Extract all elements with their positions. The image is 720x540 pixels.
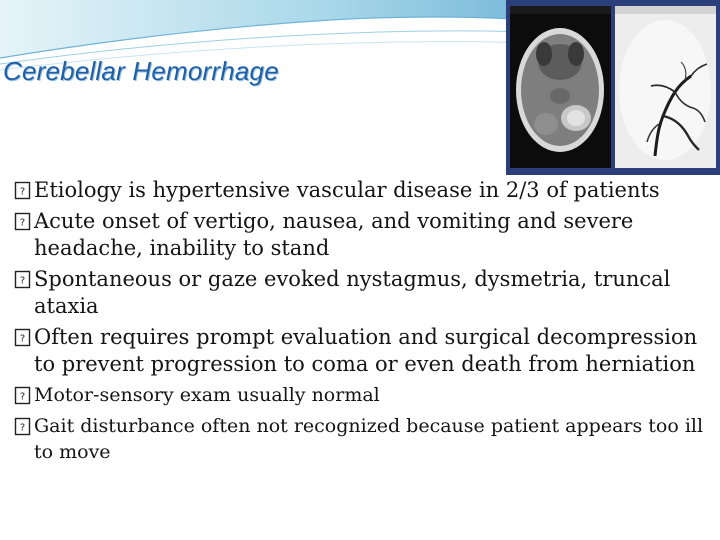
bullet-text: Often requires prompt evaluation and surgical decompression to prevent progression to coma or even death from herniation (34, 325, 698, 376)
missing-glyph-box-icon (14, 270, 31, 289)
bullet-item (14, 177, 704, 204)
bullet-item (14, 413, 704, 465)
bullet-item (14, 208, 704, 262)
svg-text:?: ? (19, 275, 26, 287)
bullet-item (14, 324, 704, 378)
missing-glyph-box-icon (14, 328, 31, 347)
svg-text:?: ? (19, 333, 26, 345)
slide-title: Cerebellar Hemorrhage (3, 56, 279, 86)
bullet-text: Motor-sensory exam usually normal (34, 384, 380, 406)
svg-text:?: ? (19, 217, 26, 229)
missing-glyph-box-icon (14, 386, 31, 405)
ct-scan-image (510, 6, 611, 168)
bullet-text: Etiology is hypertensive vascular disease in 2/3 of patients (34, 178, 660, 202)
svg-text:?: ? (19, 391, 26, 403)
bullet-text: Acute onset of vertigo, nausea, and vomiting and severe headache, inability to stand (34, 209, 634, 260)
bullet-item (14, 266, 704, 320)
medical-images-panel (506, 0, 720, 175)
bullet-item (14, 382, 704, 408)
bullet-text: Gait disturbance often not recognized because patient appears too ill to move (34, 415, 704, 463)
svg-text:?: ? (19, 422, 26, 434)
missing-glyph-box-icon (14, 212, 31, 231)
svg-text:?: ? (19, 186, 26, 198)
bullet-text: Spontaneous or gaze evoked nystagmus, dysmetria, truncal ataxia (34, 267, 671, 318)
bullet-list (14, 177, 704, 470)
missing-glyph-box-icon (14, 417, 31, 436)
angiogram-image (615, 6, 716, 168)
missing-glyph-box-icon (14, 181, 31, 200)
